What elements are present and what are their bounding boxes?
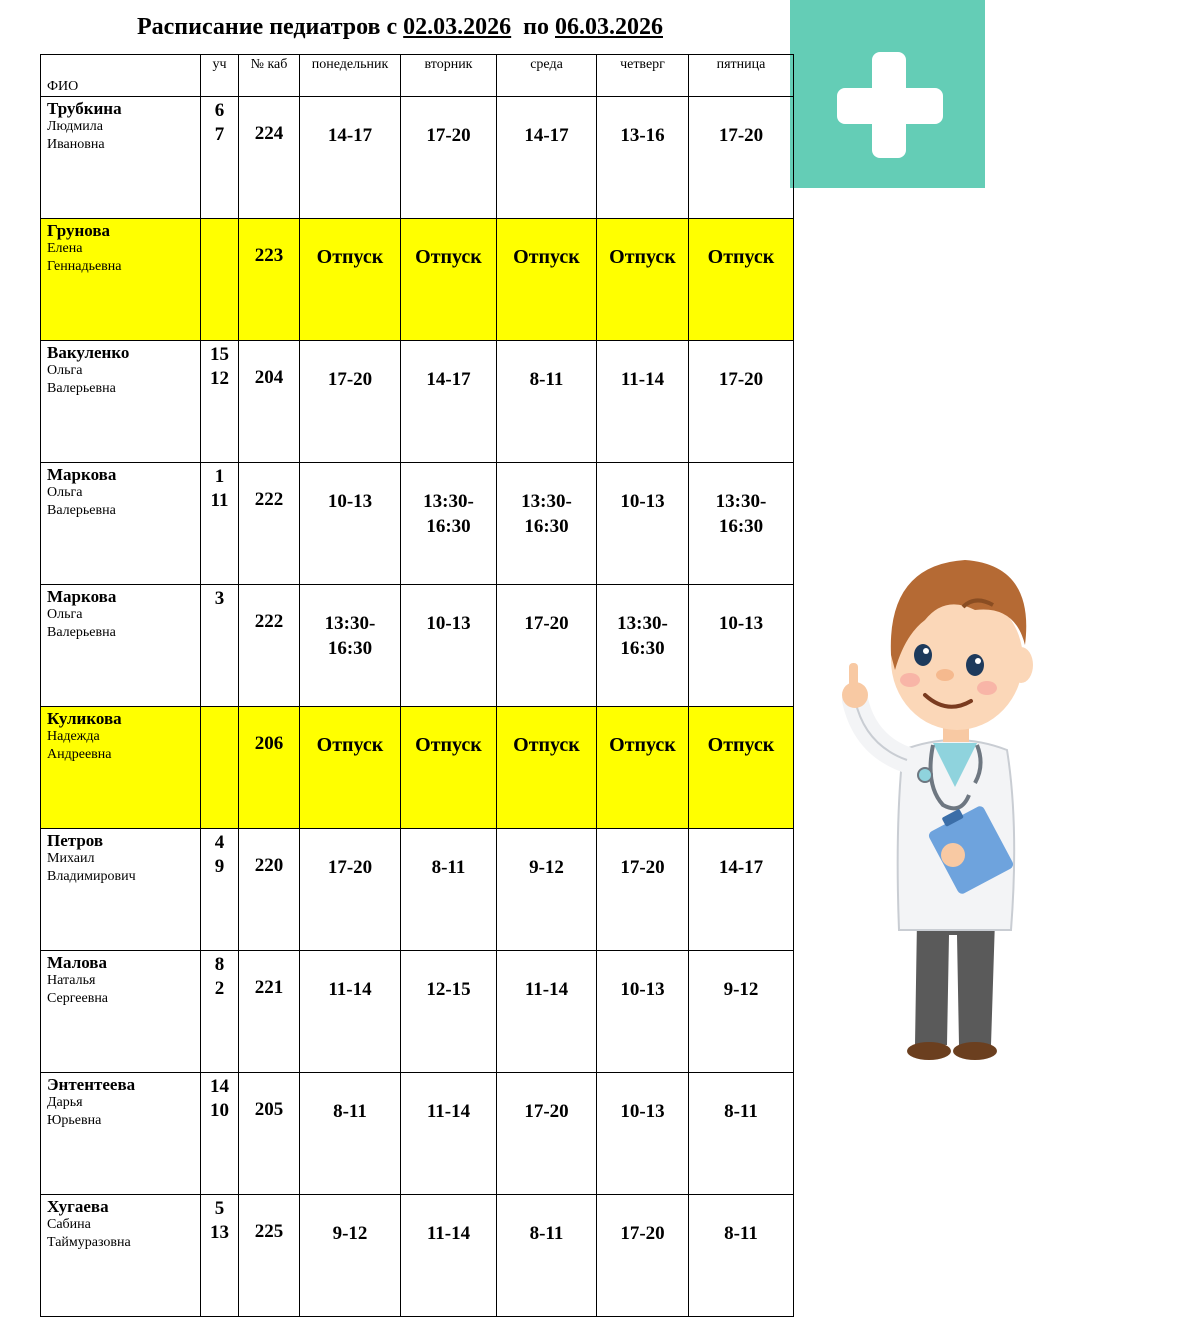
- hours-thursday: 10-13: [597, 463, 689, 585]
- doctor-surname: Куликова: [47, 709, 122, 728]
- doctor-name-cell: [41, 707, 201, 829]
- hours-tuesday: 14-17: [401, 341, 497, 463]
- title-date-to: 06.03.2026: [555, 14, 663, 40]
- hours-tuesday: 10-13: [401, 585, 497, 707]
- district-number: [201, 219, 239, 341]
- header-tuesday: вторник: [401, 55, 497, 97]
- district-number: 3: [201, 585, 239, 707]
- table-row: [41, 219, 794, 341]
- hours-wednesday: 17-20: [497, 1073, 597, 1195]
- doctor-name-cell: [41, 951, 201, 1073]
- hours-monday: 14-17: [300, 97, 401, 219]
- cabinet-number: 222: [239, 463, 300, 585]
- hours-friday: 14-17: [689, 829, 794, 951]
- doctor-given-name: Наталья: [47, 973, 96, 988]
- cabinet-number: 221: [239, 951, 300, 1073]
- hours-tuesday: 13:30- 16:30: [401, 463, 497, 585]
- hours-monday: 11-14: [300, 951, 401, 1073]
- hours-wednesday: Отпуск: [497, 707, 597, 829]
- hours-wednesday: Отпуск: [497, 219, 597, 341]
- table-row: [41, 707, 794, 829]
- hours-wednesday: 14-17: [497, 97, 597, 219]
- doctor-name-cell: [41, 463, 201, 585]
- doctor-name-cell: [41, 219, 201, 341]
- cabinet-number: 206: [239, 707, 300, 829]
- hours-friday: 17-20: [689, 97, 794, 219]
- district-number: 5 13: [201, 1195, 239, 1317]
- doctor-given-name: Ольга: [47, 363, 83, 378]
- header-fio: ФИО: [41, 55, 201, 97]
- hours-tuesday: 12-15: [401, 951, 497, 1073]
- hours-monday: 17-20: [300, 829, 401, 951]
- hours-monday: 13:30- 16:30: [300, 585, 401, 707]
- table-row: [41, 463, 794, 585]
- cabinet-number: 225: [239, 1195, 300, 1317]
- table-row: [41, 1073, 794, 1195]
- district-number: 6 7: [201, 97, 239, 219]
- hours-monday: 9-12: [300, 1195, 401, 1317]
- hours-tuesday: Отпуск: [401, 219, 497, 341]
- hours-monday: 8-11: [300, 1073, 401, 1195]
- table-row: [41, 585, 794, 707]
- doctor-patronymic: Владимирович: [47, 869, 136, 884]
- hours-thursday: 11-14: [597, 341, 689, 463]
- table-row: [41, 951, 794, 1073]
- hours-thursday: 10-13: [597, 951, 689, 1073]
- hours-tuesday: 11-14: [401, 1073, 497, 1195]
- doctor-surname: Вакуленко: [47, 343, 130, 362]
- hours-wednesday: 8-11: [497, 1195, 597, 1317]
- hours-thursday: Отпуск: [597, 707, 689, 829]
- schedule-table: [40, 54, 794, 1317]
- header-thursday: четверг: [597, 55, 689, 97]
- hours-thursday: Отпуск: [597, 219, 689, 341]
- title-middle: по: [511, 14, 555, 40]
- cabinet-number: 224: [239, 97, 300, 219]
- doctor-patronymic: Ивановна: [47, 137, 105, 152]
- doctor-patronymic: Валерьевна: [47, 625, 116, 640]
- hours-monday: 10-13: [300, 463, 401, 585]
- hours-tuesday: 17-20: [401, 97, 497, 219]
- doctor-name-cell: [41, 1073, 201, 1195]
- header-wednesday: среда: [497, 55, 597, 97]
- doctor-name-cell: [41, 341, 201, 463]
- table-row: [41, 1195, 794, 1317]
- district-number: [201, 707, 239, 829]
- cabinet-number: 220: [239, 829, 300, 951]
- hours-friday: 13:30- 16:30: [689, 463, 794, 585]
- hours-friday: 17-20: [689, 341, 794, 463]
- table-row: [41, 829, 794, 951]
- hours-wednesday: 11-14: [497, 951, 597, 1073]
- hours-friday: Отпуск: [689, 707, 794, 829]
- hours-thursday: 13-16: [597, 97, 689, 219]
- doctor-patronymic: Геннадьевна: [47, 259, 122, 274]
- doctor-name-cell: [41, 829, 201, 951]
- header-friday: пятница: [689, 55, 794, 97]
- hours-wednesday: 9-12: [497, 829, 597, 951]
- hours-thursday: 13:30- 16:30: [597, 585, 689, 707]
- header-uch: уч: [201, 55, 239, 97]
- district-number: 15 12: [201, 341, 239, 463]
- hours-wednesday: 13:30- 16:30: [497, 463, 597, 585]
- hours-monday: Отпуск: [300, 707, 401, 829]
- hours-friday: Отпуск: [689, 219, 794, 341]
- doctor-given-name: Ольга: [47, 485, 83, 500]
- hours-wednesday: 8-11: [497, 341, 597, 463]
- doctor-surname: Энтентеева: [47, 1075, 136, 1094]
- title-date-from: 02.03.2026: [403, 14, 512, 40]
- hours-friday: 10-13: [689, 585, 794, 707]
- doctor-given-name: Людмила: [47, 119, 103, 134]
- doctor-patronymic: Сергеевна: [47, 991, 109, 1006]
- doctor-surname: Хугаева: [47, 1197, 109, 1216]
- doctor-surname: Маркова: [47, 465, 117, 484]
- hours-thursday: 17-20: [597, 1195, 689, 1317]
- hours-monday: Отпуск: [300, 219, 401, 341]
- cabinet-number: 223: [239, 219, 300, 341]
- table-row: [41, 97, 794, 219]
- doctor-name-cell: [41, 1195, 201, 1317]
- page-title: [40, 10, 760, 44]
- cabinet-number: 205: [239, 1073, 300, 1195]
- doctor-given-name: Михаил: [47, 851, 95, 866]
- header-cab: № каб: [239, 55, 300, 97]
- doctor-surname: Петров: [47, 831, 104, 850]
- hours-tuesday: Отпуск: [401, 707, 497, 829]
- header-row: [41, 55, 794, 97]
- hours-tuesday: 8-11: [401, 829, 497, 951]
- doctor-surname: Грунова: [47, 221, 111, 240]
- doctor-surname: Трубкина: [47, 99, 122, 118]
- title-prefix: Расписание педиатров с: [136, 14, 404, 40]
- cabinet-number: 222: [239, 585, 300, 707]
- medical-cross-icon: [790, 0, 985, 188]
- doctor-surname: Маркова: [47, 587, 117, 606]
- doctor-patronymic: Валерьевна: [47, 503, 116, 518]
- hours-thursday: 10-13: [597, 1073, 689, 1195]
- district-number: 8 2: [201, 951, 239, 1073]
- cabinet-number: 204: [239, 341, 300, 463]
- doctor-given-name: Надежда: [47, 729, 100, 744]
- district-number: 1 11: [201, 463, 239, 585]
- district-number: 14 10: [201, 1073, 239, 1195]
- doctor-patronymic: Таймуразовна: [47, 1235, 131, 1250]
- header-monday: понедельник: [300, 55, 401, 97]
- hours-wednesday: 17-20: [497, 585, 597, 707]
- doctor-patronymic: Юрьевна: [47, 1113, 102, 1128]
- table-row: [41, 341, 794, 463]
- hours-monday: 17-20: [300, 341, 401, 463]
- hours-friday: 8-11: [689, 1073, 794, 1195]
- hours-friday: 9-12: [689, 951, 794, 1073]
- hours-thursday: 17-20: [597, 829, 689, 951]
- doctor-name-cell: [41, 585, 201, 707]
- doctor-given-name: Сабина: [47, 1217, 91, 1232]
- doctor-patronymic: Валерьевна: [47, 381, 116, 396]
- hours-friday: 8-11: [689, 1195, 794, 1317]
- hours-tuesday: 11-14: [401, 1195, 497, 1317]
- doctor-name-cell: [41, 97, 201, 219]
- doctor-illustration: [825, 525, 1075, 1070]
- doctor-given-name: Елена: [47, 241, 83, 256]
- doctor-given-name: Дарья: [47, 1095, 83, 1110]
- doctor-surname: Малова: [47, 953, 107, 972]
- doctor-patronymic: Андреевна: [47, 747, 112, 762]
- district-number: 4 9: [201, 829, 239, 951]
- doctor-given-name: Ольга: [47, 607, 83, 622]
